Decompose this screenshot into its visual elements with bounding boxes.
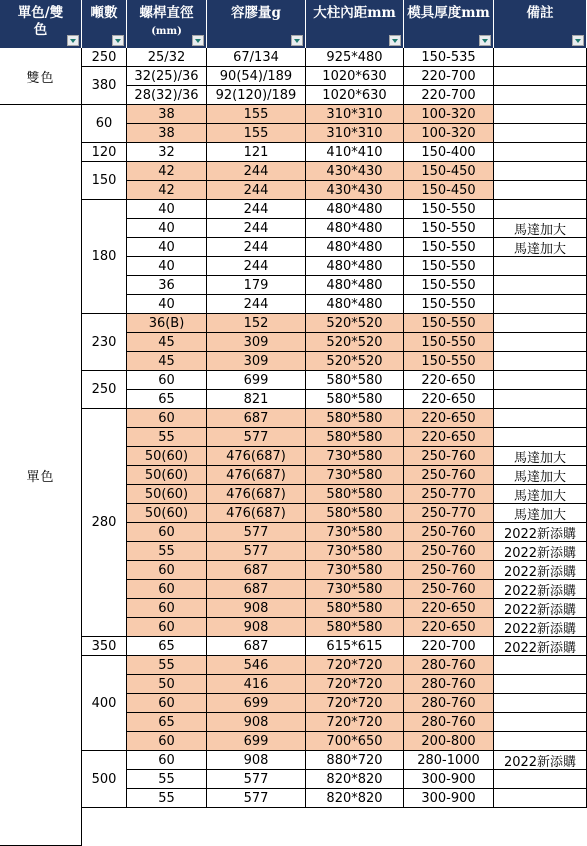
shot-capacity-cell: 67/134 xyxy=(207,48,306,67)
tie-bar-cell: 580*580 xyxy=(306,599,404,618)
note-cell xyxy=(494,694,587,713)
tie-bar-cell: 480*480 xyxy=(306,257,404,276)
note-cell xyxy=(494,181,587,200)
mold-thickness-cell: 150-535 xyxy=(404,48,494,67)
header-label: 模具厚度mm xyxy=(407,5,490,21)
screw-diameter-cell: 60 xyxy=(127,599,207,618)
note-cell xyxy=(494,428,587,447)
tie-bar-cell: 730*580 xyxy=(306,580,404,599)
mold-thickness-cell: 150-550 xyxy=(404,219,494,238)
tie-bar-cell: 520*520 xyxy=(306,314,404,333)
mold-thickness-cell: 220-700 xyxy=(404,86,494,105)
tie-bar-cell: 580*580 xyxy=(306,428,404,447)
mold-thickness-cell: 250-760 xyxy=(404,523,494,542)
color-type-cell: 單色 xyxy=(0,105,82,846)
filter-dropdown-icon[interactable] xyxy=(112,35,124,46)
note-cell xyxy=(494,770,587,789)
screw-diameter-cell: 65 xyxy=(127,713,207,732)
screw-diameter-cell: 40 xyxy=(127,219,207,238)
tie-bar-cell: 820*820 xyxy=(306,770,404,789)
screw-diameter-cell: 28(32)/36 xyxy=(127,86,207,105)
shot-capacity-cell: 476(687) xyxy=(207,504,306,523)
tie-bar-cell: 615*615 xyxy=(306,637,404,656)
screw-diameter-cell: 60 xyxy=(127,409,207,428)
screw-diameter-cell: 36(B) xyxy=(127,314,207,333)
tonnage-cell: 230 xyxy=(82,314,127,371)
screw-diameter-cell: 55 xyxy=(127,789,207,808)
note-cell: 馬達加大 xyxy=(494,466,587,485)
shot-capacity-cell: 908 xyxy=(207,618,306,637)
color-type-cell: 雙色 xyxy=(0,48,82,105)
screw-diameter-cell: 42 xyxy=(127,162,207,181)
mold-thickness-cell: 220-650 xyxy=(404,371,494,390)
note-cell xyxy=(494,732,587,751)
screw-diameter-cell: 50(60) xyxy=(127,447,207,466)
shot-capacity-cell: 699 xyxy=(207,371,306,390)
shot-capacity-cell: 699 xyxy=(207,732,306,751)
note-cell xyxy=(494,295,587,314)
screw-diameter-cell: 40 xyxy=(127,295,207,314)
mold-thickness-cell: 250-770 xyxy=(404,504,494,523)
tie-bar-cell: 310*310 xyxy=(306,105,404,124)
screw-diameter-cell: 36 xyxy=(127,276,207,295)
screw-diameter-cell: 42 xyxy=(127,181,207,200)
note-cell xyxy=(494,333,587,352)
screw-diameter-cell: 55 xyxy=(127,770,207,789)
screw-diameter-cell: 38 xyxy=(127,105,207,124)
shot-capacity-cell: 908 xyxy=(207,713,306,732)
shot-capacity-cell: 476(687) xyxy=(207,447,306,466)
shot-capacity-cell: 699 xyxy=(207,694,306,713)
shot-capacity-cell: 92(120)/189 xyxy=(207,86,306,105)
shot-capacity-cell: 577 xyxy=(207,428,306,447)
tie-bar-cell: 310*310 xyxy=(306,124,404,143)
mold-thickness-cell: 300-900 xyxy=(404,770,494,789)
note-cell xyxy=(494,143,587,162)
shot-capacity-cell: 687 xyxy=(207,637,306,656)
shot-capacity-cell: 244 xyxy=(207,162,306,181)
note-cell xyxy=(494,314,587,333)
screw-diameter-cell: 60 xyxy=(127,371,207,390)
shot-capacity-cell: 577 xyxy=(207,770,306,789)
filter-dropdown-icon[interactable] xyxy=(479,35,491,46)
mold-thickness-cell: 280-760 xyxy=(404,694,494,713)
tonnage-cell: 60 xyxy=(82,105,127,143)
note-cell xyxy=(494,675,587,694)
tonnage-cell: 500 xyxy=(82,751,127,808)
note-cell xyxy=(494,713,587,732)
mold-thickness-cell: 280-1000 xyxy=(404,751,494,770)
screw-diameter-cell: 32 xyxy=(127,143,207,162)
tonnage-cell: 380 xyxy=(82,67,127,105)
mold-thickness-cell: 150-550 xyxy=(404,276,494,295)
screw-diameter-cell: 25/32 xyxy=(127,48,207,67)
tie-bar-cell: 925*480 xyxy=(306,48,404,67)
tie-bar-cell: 1020*630 xyxy=(306,86,404,105)
note-cell xyxy=(494,124,587,143)
screw-diameter-cell: 32(25)/36 xyxy=(127,67,207,86)
mold-thickness-cell: 220-650 xyxy=(404,428,494,447)
note-cell xyxy=(494,86,587,105)
header-unit: (mm) xyxy=(151,26,182,37)
shot-capacity-cell: 821 xyxy=(207,390,306,409)
shot-capacity-cell: 90(54)/189 xyxy=(207,67,306,86)
screw-diameter-cell: 40 xyxy=(127,200,207,219)
screw-diameter-cell: 65 xyxy=(127,390,207,409)
shot-capacity-cell: 546 xyxy=(207,656,306,675)
tie-bar-cell: 430*430 xyxy=(306,162,404,181)
mold-thickness-cell: 150-550 xyxy=(404,257,494,276)
mold-thickness-cell: 280-760 xyxy=(404,675,494,694)
note-cell xyxy=(494,257,587,276)
note-cell: 馬達加大 xyxy=(494,219,587,238)
tie-bar-cell: 730*580 xyxy=(306,542,404,561)
note-cell xyxy=(494,352,587,371)
tie-bar-cell: 730*580 xyxy=(306,523,404,542)
shot-capacity-cell: 476(687) xyxy=(207,466,306,485)
tie-bar-cell: 730*580 xyxy=(306,447,404,466)
header-tonnage xyxy=(82,0,127,48)
filter-dropdown-icon[interactable] xyxy=(67,35,79,46)
tie-bar-cell: 820*820 xyxy=(306,789,404,808)
note-cell xyxy=(494,276,587,295)
mold-thickness-cell: 250-760 xyxy=(404,542,494,561)
header-shot-capacity xyxy=(207,0,306,48)
mold-thickness-cell: 250-760 xyxy=(404,447,494,466)
mold-thickness-cell: 220-650 xyxy=(404,599,494,618)
mold-thickness-cell: 200-800 xyxy=(404,732,494,751)
tonnage-cell: 120 xyxy=(82,143,127,162)
mold-thickness-cell: 250-760 xyxy=(404,466,494,485)
shot-capacity-cell: 152 xyxy=(207,314,306,333)
tie-bar-cell: 580*580 xyxy=(306,409,404,428)
shot-capacity-cell: 908 xyxy=(207,599,306,618)
screw-diameter-cell: 50(60) xyxy=(127,485,207,504)
tie-bar-cell: 730*580 xyxy=(306,561,404,580)
shot-capacity-cell: 476(687) xyxy=(207,485,306,504)
header-label: 容膠量g xyxy=(231,5,281,21)
tie-bar-cell: 520*520 xyxy=(306,333,404,352)
mold-thickness-cell: 150-450 xyxy=(404,181,494,200)
shot-capacity-cell: 244 xyxy=(207,295,306,314)
note-cell xyxy=(494,789,587,808)
tie-bar-cell: 720*720 xyxy=(306,713,404,732)
mold-thickness-cell: 220-650 xyxy=(404,618,494,637)
header-tie-bar-distance xyxy=(306,0,404,48)
shot-capacity-cell: 309 xyxy=(207,352,306,371)
screw-diameter-cell: 60 xyxy=(127,751,207,770)
tie-bar-cell: 580*580 xyxy=(306,618,404,637)
mold-thickness-cell: 100-320 xyxy=(404,105,494,124)
note-cell: 馬達加大 xyxy=(494,238,587,257)
screw-diameter-cell: 40 xyxy=(127,238,207,257)
note-cell: 馬達加大 xyxy=(494,485,587,504)
tie-bar-cell: 880*720 xyxy=(306,751,404,770)
shot-capacity-cell: 908 xyxy=(207,751,306,770)
shot-capacity-cell: 687 xyxy=(207,409,306,428)
shot-capacity-cell: 577 xyxy=(207,789,306,808)
mold-thickness-cell: 220-700 xyxy=(404,67,494,86)
mold-thickness-cell: 250-770 xyxy=(404,485,494,504)
screw-diameter-cell: 40 xyxy=(127,257,207,276)
shot-capacity-cell: 687 xyxy=(207,561,306,580)
screw-diameter-cell: 45 xyxy=(127,333,207,352)
note-cell: 2022新添購 xyxy=(494,751,587,770)
note-cell: 2022新添購 xyxy=(494,523,587,542)
tonnage-cell: 180 xyxy=(82,200,127,314)
screw-diameter-cell: 60 xyxy=(127,694,207,713)
mold-thickness-cell: 150-400 xyxy=(404,143,494,162)
note-cell xyxy=(494,390,587,409)
filter-dropdown-icon[interactable] xyxy=(572,35,584,46)
mold-thickness-cell: 150-550 xyxy=(404,333,494,352)
tonnage-cell: 350 xyxy=(82,637,127,656)
note-cell xyxy=(494,200,587,219)
note-cell xyxy=(494,162,587,181)
mold-thickness-cell: 150-450 xyxy=(404,162,494,181)
shot-capacity-cell: 155 xyxy=(207,124,306,143)
shot-capacity-cell: 155 xyxy=(207,105,306,124)
tie-bar-cell: 720*720 xyxy=(306,675,404,694)
tonnage-cell: 150 xyxy=(82,162,127,200)
screw-diameter-cell: 60 xyxy=(127,523,207,542)
shot-capacity-cell: 179 xyxy=(207,276,306,295)
note-cell: 2022新添購 xyxy=(494,618,587,637)
mold-thickness-cell: 100-320 xyxy=(404,124,494,143)
tonnage-cell: 400 xyxy=(82,656,127,751)
note-cell: 2022新添購 xyxy=(494,637,587,656)
screw-diameter-cell: 55 xyxy=(127,428,207,447)
shot-capacity-cell: 309 xyxy=(207,333,306,352)
mold-thickness-cell: 150-550 xyxy=(404,295,494,314)
mold-thickness-cell: 150-550 xyxy=(404,200,494,219)
mold-thickness-cell: 250-760 xyxy=(404,580,494,599)
shot-capacity-cell: 244 xyxy=(207,257,306,276)
shot-capacity-cell: 687 xyxy=(207,580,306,599)
mold-thickness-cell: 220-700 xyxy=(404,637,494,656)
note-cell: 2022新添購 xyxy=(494,580,587,599)
header-label: 噸數 xyxy=(90,5,118,21)
mold-thickness-cell: 250-760 xyxy=(404,561,494,580)
tonnage-cell: 280 xyxy=(82,409,127,637)
screw-diameter-cell: 38 xyxy=(127,124,207,143)
shot-capacity-cell: 244 xyxy=(207,219,306,238)
note-cell xyxy=(494,371,587,390)
filter-dropdown-icon[interactable] xyxy=(192,35,204,46)
header-notes xyxy=(494,0,587,48)
tonnage-cell: 250 xyxy=(82,48,127,67)
screw-diameter-cell: 60 xyxy=(127,618,207,637)
header-label: 備註 xyxy=(526,5,554,21)
screw-diameter-cell: 55 xyxy=(127,542,207,561)
tie-bar-cell: 1020*630 xyxy=(306,67,404,86)
shot-capacity-cell: 577 xyxy=(207,523,306,542)
tie-bar-cell: 580*580 xyxy=(306,504,404,523)
screw-diameter-cell: 60 xyxy=(127,732,207,751)
mold-thickness-cell: 280-760 xyxy=(404,656,494,675)
tie-bar-cell: 720*720 xyxy=(306,656,404,675)
tie-bar-cell: 580*580 xyxy=(306,485,404,504)
screw-diameter-cell: 60 xyxy=(127,561,207,580)
header-label: 大柱內距mm xyxy=(313,5,396,21)
mold-thickness-cell: 150-550 xyxy=(404,314,494,333)
tie-bar-cell: 580*580 xyxy=(306,371,404,390)
header-screw-diameter xyxy=(127,0,207,48)
screw-diameter-cell: 45 xyxy=(127,352,207,371)
tie-bar-cell: 410*410 xyxy=(306,143,404,162)
header-mold-thickness xyxy=(404,0,494,48)
mold-thickness-cell: 300-900 xyxy=(404,789,494,808)
screw-diameter-cell: 50 xyxy=(127,675,207,694)
note-cell xyxy=(494,409,587,428)
note-cell xyxy=(494,105,587,124)
screw-diameter-cell: 50(60) xyxy=(127,504,207,523)
screw-diameter-cell: 65 xyxy=(127,637,207,656)
shot-capacity-cell: 121 xyxy=(207,143,306,162)
note-cell: 2022新添購 xyxy=(494,599,587,618)
note-cell xyxy=(494,656,587,675)
screw-diameter-cell: 60 xyxy=(127,580,207,599)
mold-thickness-cell: 220-650 xyxy=(404,390,494,409)
header-label: 單色/雙 色 xyxy=(17,5,64,38)
shot-capacity-cell: 244 xyxy=(207,238,306,257)
tie-bar-cell: 520*520 xyxy=(306,352,404,371)
filter-dropdown-icon[interactable] xyxy=(389,35,401,46)
tonnage-cell: 250 xyxy=(82,371,127,409)
tie-bar-cell: 700*650 xyxy=(306,732,404,751)
tie-bar-cell: 480*480 xyxy=(306,276,404,295)
note-cell xyxy=(494,48,587,67)
tie-bar-cell: 480*480 xyxy=(306,295,404,314)
shot-capacity-cell: 416 xyxy=(207,675,306,694)
tie-bar-cell: 730*580 xyxy=(306,466,404,485)
mold-thickness-cell: 280-760 xyxy=(404,713,494,732)
tie-bar-cell: 430*430 xyxy=(306,181,404,200)
tie-bar-cell: 480*480 xyxy=(306,200,404,219)
screw-diameter-cell: 50(60) xyxy=(127,466,207,485)
mold-thickness-cell: 150-550 xyxy=(404,352,494,371)
note-cell: 2022新添購 xyxy=(494,542,587,561)
note-cell: 馬達加大 xyxy=(494,447,587,466)
header-color-type xyxy=(0,0,82,48)
note-cell: 馬達加大 xyxy=(494,504,587,523)
note-cell xyxy=(494,67,587,86)
tie-bar-cell: 480*480 xyxy=(306,238,404,257)
tie-bar-cell: 580*580 xyxy=(306,390,404,409)
tie-bar-cell: 720*720 xyxy=(306,694,404,713)
shot-capacity-cell: 244 xyxy=(207,181,306,200)
filter-dropdown-icon[interactable] xyxy=(291,35,303,46)
note-cell: 2022新添購 xyxy=(494,561,587,580)
mold-thickness-cell: 150-550 xyxy=(404,238,494,257)
shot-capacity-cell: 244 xyxy=(207,200,306,219)
screw-diameter-cell: 55 xyxy=(127,656,207,675)
header-label: 螺桿直徑 xyxy=(139,5,194,21)
shot-capacity-cell: 577 xyxy=(207,542,306,561)
mold-thickness-cell: 220-650 xyxy=(404,409,494,428)
tie-bar-cell: 480*480 xyxy=(306,219,404,238)
